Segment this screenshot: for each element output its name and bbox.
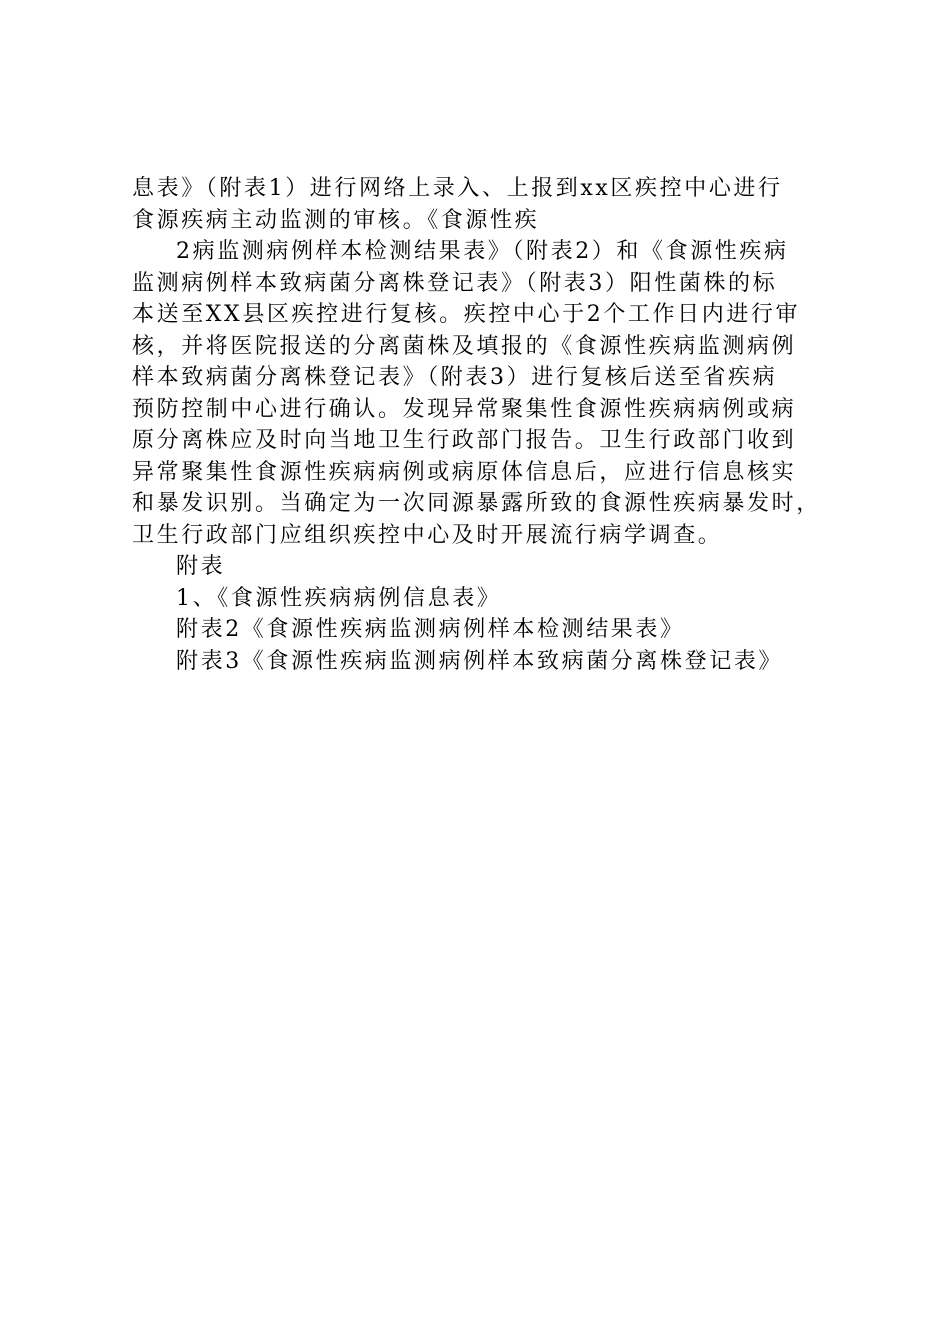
text-line: 样本致病菌分离株登记表》（附表3）进行复核后送至省疾病 [132,365,778,390]
text-line: 原分离株应及时向当地卫生行政部门报告。卫生行政部门收到 [132,428,797,453]
text-line: 息表》（附表1）进行网络上录入、上报到xx区疾控中心进行 [132,176,783,201]
text-line: 食源疾病主动监测的审核。《食源性疾 [132,207,540,233]
appendix-item-1: 1、《食源性疾病病例信息表》 [176,585,502,611]
text-line: 卫生行政部门应组织疾控中心及时开展流行病学调查。 [132,522,723,548]
body-text [132,173,832,677]
appendix-item-3: 附表3《食源性疾病监测病例样本致病菌分离株登记表》 [176,648,783,674]
text-line: 核，并将医院报送的分离菌株及填报的《食源性疾病监测病例 [132,333,797,359]
appendix-item-2: 附表2《食源性疾病监测病例样本检测结果表》 [176,617,685,642]
text-line: 本送至XX县区疾控进行复核。疾控中心于2个工作日内进行审 [132,302,801,327]
text-line: 2病监测病例样本检测结果表》（附表2）和《食源性疾病 [176,239,789,264]
text-line: 预防控制中心进行确认。发现异常聚集性食源性疾病病例或病 [132,396,797,422]
text-line: 和暴发识别。当确定为一次同源暴露所致的食源性疾病暴发时， [132,491,821,516]
text-line: 异常聚集性食源性疾病病例或病原体信息后，应进行信息核实 [132,459,797,485]
appendix-heading: 附表 [176,554,226,579]
text-line: 监测病例样本致病菌分离株登记表》（附表3）阳性菌株的标 [132,270,778,296]
